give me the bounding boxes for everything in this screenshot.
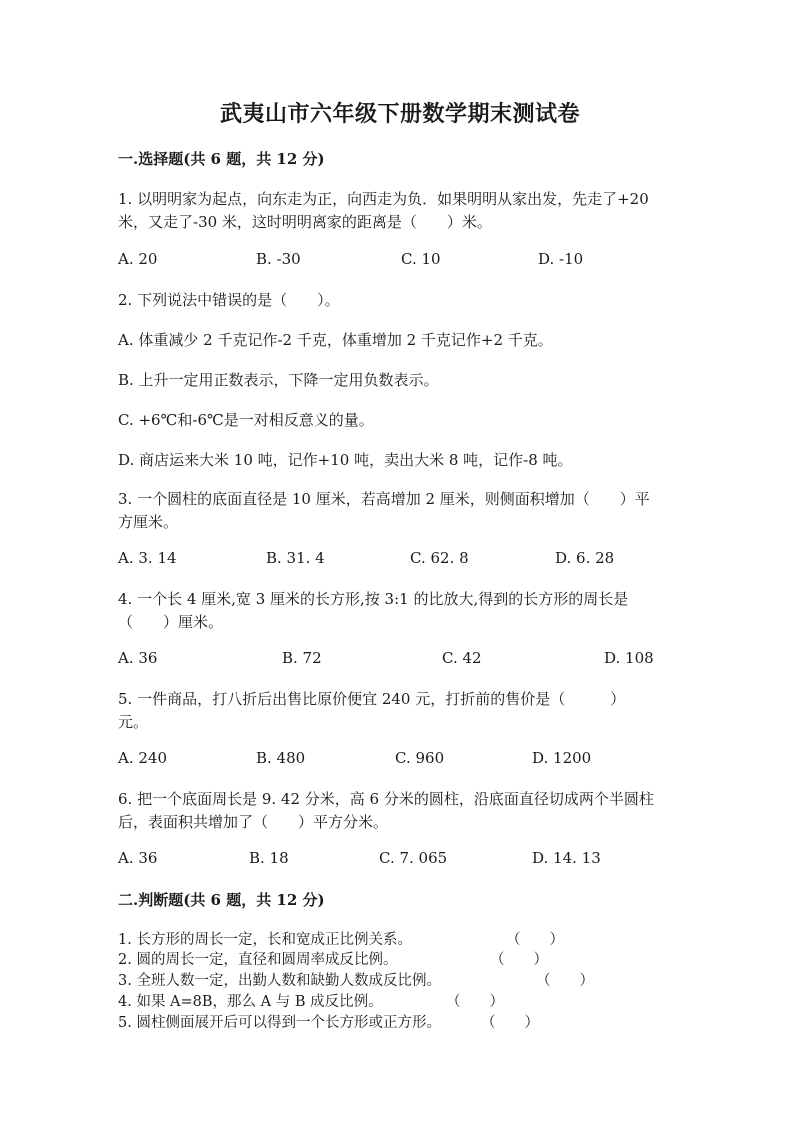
question-5-option-d: D. 1200: [532, 749, 592, 767]
tf-item-1: 1. 长方形的周长一定，长和宽成正比例关系。: [118, 932, 412, 948]
page-title: 武夷山市六年级下册数学期末测试卷: [219, 101, 580, 127]
tf-item-3: 3. 全班人数一定，出勤人数和缺勤人数成反比例。: [118, 973, 441, 989]
question-4-option-a: A. 36: [118, 649, 158, 667]
question-5-option-c: C. 960: [395, 749, 445, 767]
tf-item-5-blank: （ ）: [481, 1015, 539, 1031]
question-6-option-c: C. 7. 065: [379, 849, 448, 867]
question-6-line-1: 6. 把一个底面周长是 9. 42 分米，高 6 分米的圆柱，沿底面直径切成两个半圆柱: [118, 790, 654, 808]
tf-item-1-blank: （ ）: [506, 932, 564, 948]
question-6-option-a: A. 36: [118, 849, 158, 867]
question-1-line-2: 米，又走了-30 米，这时明明离家的距离是（ ）米。: [118, 213, 492, 231]
question-4-line-2: （ ）厘米。: [118, 613, 224, 631]
question-5-line-2: 元。: [118, 713, 149, 731]
question-1-line-1: 1. 以明明家为起点，向东走为正，向西走为负．如果明明从家出发，先走了+20: [118, 190, 649, 208]
question-3-option-b: B. 31. 4: [266, 549, 325, 567]
question-6-option-b: B. 18: [249, 849, 289, 867]
tf-item-2-blank: （ ）: [490, 952, 548, 968]
question-2-option-c: C. +6℃和-6℃是一对相反意义的量。: [118, 411, 374, 429]
question-4-option-d: D. 108: [604, 649, 654, 667]
question-6-option-d: D. 14. 13: [532, 849, 601, 867]
tf-item-5: 5. 圆柱侧面展开后可以得到一个长方形或正方形。: [118, 1015, 441, 1031]
question-1-option-b: B. -30: [256, 250, 301, 268]
question-5-option-b: B. 480: [256, 749, 306, 767]
tf-item-4: 4. 如果 A=8B，那么 A 与 B 成反比例。: [118, 994, 383, 1010]
question-2-stem: 2. 下列说法中错误的是（ ）。: [118, 291, 340, 309]
question-3-line-2: 方厘米。: [118, 513, 179, 531]
tf-item-2: 2. 圆的周长一定，直径和圆周率成反比例。: [118, 952, 398, 968]
question-2-option-d: D. 商店运来大米 10 吨，记作+10 吨，卖出大米 8 吨，记作-8 吨。: [118, 451, 573, 469]
section-heading-true-false: 二.判断题(共 6 题，共 12 分): [118, 891, 325, 909]
question-3-option-d: D. 6. 28: [555, 549, 615, 567]
section-heading-choice: 一.选择题(共 6 题，共 12 分): [118, 150, 325, 168]
question-1-option-d: D. -10: [538, 250, 584, 268]
tf-item-3-blank: （ ）: [536, 973, 594, 989]
question-3-option-a: A. 3. 14: [118, 549, 177, 567]
question-5-line-1: 5. 一件商品，打八折后出售比原价便宜 240 元，打折前的售价是（ ）: [118, 690, 626, 708]
question-4-line-1: 4. 一个长 4 厘米,宽 3 厘米的长方形,按 3:1 的比放大,得到的长方形的周长是: [118, 590, 629, 608]
question-1-option-a: A. 20: [118, 250, 158, 268]
question-3-option-c: C. 62. 8: [410, 549, 469, 567]
tf-item-4-blank: （ ）: [446, 994, 504, 1010]
question-3-line-1: 3. 一个圆柱的底面直径是 10 厘米，若高增加 2 厘米，则侧面积增加（ ）平: [118, 490, 650, 508]
question-4-option-c: C. 42: [442, 649, 482, 667]
question-4-option-b: B. 72: [282, 649, 322, 667]
question-1-option-c: C. 10: [401, 250, 441, 268]
question-6-line-2: 后，表面积共增加了（ ）平方分米。: [118, 813, 389, 831]
question-2-option-a: A. 体重减少 2 千克记作-2 千克，体重增加 2 千克记作+2 千克。: [118, 331, 553, 349]
question-2-option-b: B. 上升一定用正数表示，下降一定用负数表示。: [118, 371, 439, 389]
question-5-option-a: A. 240: [118, 749, 167, 767]
